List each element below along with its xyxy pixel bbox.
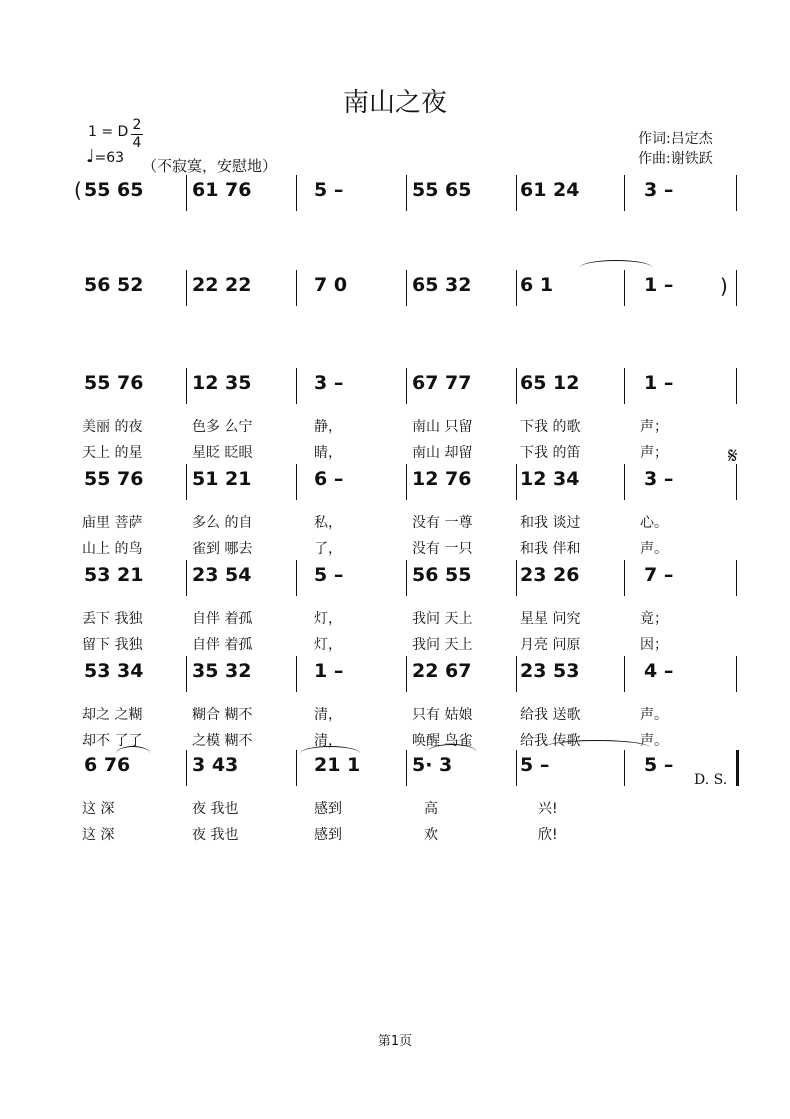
measure-notes: 3 43 — [192, 754, 239, 776]
lyric-verse-2: 下我 的笛 — [520, 445, 581, 461]
lyric-verse-1: 心。 — [640, 515, 668, 531]
lyric-verse-2: 睛， — [314, 445, 342, 461]
lyric-verse-1: 我问 天上 — [412, 611, 473, 627]
composer-credit: 作曲:谢铁跃 — [638, 151, 713, 167]
measure-notes: 23 54 — [192, 564, 252, 586]
measure-notes: 51 21 — [192, 468, 252, 490]
measure-notes: 61 24 — [520, 179, 580, 201]
barline — [296, 560, 297, 596]
measure-notes: 7 0 — [314, 274, 348, 296]
lyric-verse-2: 没有 一只 — [412, 541, 473, 557]
measure-notes: 22 22 — [192, 274, 252, 296]
lyric-verse-1: 南山 只留 — [412, 419, 473, 435]
lyric-verse-2: 欢 — [424, 827, 438, 843]
open-paren: ( — [74, 178, 82, 202]
lyric-verse-1: 夜 我也 — [192, 801, 239, 817]
lyric-verse-2: 天上 的星 — [82, 445, 143, 461]
lyric-verse-2: 声； — [640, 445, 668, 461]
lyric-verse-2: 声。 — [640, 541, 668, 557]
barline — [624, 175, 625, 211]
lyric-verse-1: 灯， — [314, 611, 342, 627]
barline — [624, 656, 625, 692]
lyric-verse-2: 自伴 着孤 — [192, 637, 253, 653]
barline — [296, 175, 297, 211]
barline — [296, 656, 297, 692]
lyric-verse-1: 私， — [314, 515, 342, 531]
barline — [624, 464, 625, 500]
lyricist-credit: 作词:吕定杰 — [638, 131, 713, 147]
lyric-verse-1: 兴! — [538, 801, 558, 817]
lyric-verse-2: 这 深 — [82, 827, 115, 843]
barline — [406, 175, 407, 211]
measure-notes: 3 – — [644, 179, 674, 201]
barline — [516, 368, 517, 404]
barline — [736, 656, 737, 692]
barline — [624, 560, 625, 596]
time-signature — [128, 117, 146, 152]
slur — [300, 746, 360, 761]
barline — [406, 368, 407, 404]
lyric-verse-2: 留下 我独 — [82, 637, 143, 653]
barline — [736, 368, 737, 404]
lyric-verse-2: 雀到 哪去 — [192, 541, 253, 557]
quarter-note-icon: ♩ — [86, 146, 95, 167]
barline — [736, 750, 739, 786]
measure-notes: 55 65 — [412, 179, 472, 201]
measure-notes: 12 76 — [412, 468, 472, 490]
measure-notes: 35 32 — [192, 660, 252, 682]
barline — [406, 270, 407, 306]
barline — [736, 270, 737, 306]
slur — [428, 744, 476, 759]
barline — [624, 368, 625, 404]
lyric-verse-1: 星星 问究 — [520, 611, 581, 627]
barline — [186, 464, 187, 500]
barline — [736, 175, 737, 211]
lyric-verse-1: 声； — [640, 419, 668, 435]
tempo-value: =63 — [94, 150, 125, 166]
slur — [580, 260, 652, 275]
measure-notes: 1 – — [644, 274, 674, 296]
measure-notes: 3 – — [314, 372, 344, 394]
barline — [624, 270, 625, 306]
barline — [516, 656, 517, 692]
lyric-verse-1: 美丽 的夜 — [82, 419, 143, 435]
lyric-verse-1: 下我 的歌 — [520, 419, 581, 435]
barline — [296, 750, 297, 786]
slur — [544, 740, 650, 755]
lyric-verse-1: 色多 么宁 — [192, 419, 253, 435]
barline — [296, 368, 297, 404]
measure-notes: 55 76 — [84, 372, 144, 394]
meter-bottom: 4 — [132, 135, 142, 151]
measure-notes: 23 53 — [520, 660, 580, 682]
measure-notes: 53 21 — [84, 564, 144, 586]
lyric-verse-2: 清， — [314, 733, 342, 749]
lyric-verse-2: 因； — [640, 637, 668, 653]
measure-notes: 7 – — [644, 564, 674, 586]
measure-notes: 53 34 — [84, 660, 144, 682]
lyric-verse-2: 唤醒 鸟雀 — [412, 733, 473, 749]
measure-notes: 5 – — [314, 179, 344, 201]
measure-notes: 56 52 — [84, 274, 144, 296]
measure-notes: 5 – — [644, 754, 674, 776]
measure-notes: 6 1 — [520, 274, 554, 296]
barline — [186, 175, 187, 211]
measure-notes: 61 76 — [192, 179, 252, 201]
tempo-marking — [86, 146, 124, 167]
measure-notes: 3 – — [644, 468, 674, 490]
measure-notes: 55 76 — [84, 468, 144, 490]
measure-notes: 22 67 — [412, 660, 472, 682]
barline — [406, 656, 407, 692]
lyric-verse-1: 自伴 着孤 — [192, 611, 253, 627]
lyric-verse-1: 竟； — [640, 611, 668, 627]
lyric-verse-2: 星眨 眨眼 — [192, 445, 253, 461]
lyric-verse-2: 夜 我也 — [192, 827, 239, 843]
slur — [116, 746, 150, 761]
lyric-verse-2: 灯， — [314, 637, 342, 653]
measure-notes: 12 35 — [192, 372, 252, 394]
lyric-verse-1: 和我 谈过 — [520, 515, 581, 531]
measure-notes: 5· 3 — [412, 754, 453, 776]
barline — [296, 270, 297, 306]
measure-notes: 5 – — [520, 754, 550, 776]
measure-notes: 65 12 — [520, 372, 580, 394]
lyric-verse-1: 却之 之糊 — [82, 707, 143, 723]
barline — [516, 270, 517, 306]
expression-marking: （不寂寞，安慰地） — [142, 157, 278, 175]
lyric-verse-1: 只有 姑娘 — [412, 707, 473, 723]
measure-notes: 21 1 — [314, 754, 361, 776]
measure-notes: 56 55 — [412, 564, 472, 586]
measure-notes: 6 76 — [84, 754, 131, 776]
measure-notes: 67 77 — [412, 372, 472, 394]
measure-notes: 6 – — [314, 468, 344, 490]
measure-notes: 12 34 — [520, 468, 580, 490]
lyric-verse-1: 感到 — [314, 801, 342, 817]
measure-notes: 1 – — [644, 372, 674, 394]
meter-top: 2 — [132, 117, 142, 133]
lyric-verse-1: 没有 一尊 — [412, 515, 473, 531]
measure-notes: 23 26 — [520, 564, 580, 586]
lyric-verse-1: 多么 的自 — [192, 515, 253, 531]
segno-icon: 𝄋 — [728, 444, 738, 469]
barline — [516, 560, 517, 596]
lyric-verse-1: 清， — [314, 707, 342, 723]
key-signature: 1 = D — [88, 124, 129, 140]
lyric-verse-2: 和我 伴和 — [520, 541, 581, 557]
barline — [736, 464, 737, 500]
lyric-verse-2: 感到 — [314, 827, 342, 843]
lyric-verse-2: 了， — [314, 541, 342, 557]
barline — [296, 464, 297, 500]
barline — [186, 270, 187, 306]
lyric-verse-2: 我问 天上 — [412, 637, 473, 653]
barline — [516, 175, 517, 211]
lyric-verse-2: 月亮 问原 — [520, 637, 581, 653]
lyric-verse-1: 给我 送歌 — [520, 707, 581, 723]
measure-notes: 1 – — [314, 660, 344, 682]
lyric-verse-2: 之模 糊不 — [192, 733, 253, 749]
barline — [624, 750, 625, 786]
close-paren: ) — [720, 274, 728, 298]
measure-notes: 4 – — [644, 660, 674, 682]
lyric-verse-1: 糊合 糊不 — [192, 707, 253, 723]
da-segno-marking: D. S. — [694, 772, 728, 788]
barline — [186, 750, 187, 786]
lyric-verse-1: 高 — [424, 801, 438, 817]
measure-notes: 55 65 — [84, 179, 144, 201]
barline — [736, 560, 737, 596]
lyric-verse-1: 庙里 菩萨 — [82, 515, 143, 531]
page-number: 第1页 — [377, 1034, 413, 1049]
barline — [186, 560, 187, 596]
lyric-verse-1: 这 深 — [82, 801, 115, 817]
barline — [406, 560, 407, 596]
lyric-verse-1: 声。 — [640, 707, 668, 723]
lyric-verse-2: 欣! — [538, 827, 558, 843]
lyric-verse-1: 静， — [314, 419, 342, 435]
barline — [186, 368, 187, 404]
lyric-verse-2: 却不 了了 — [82, 733, 143, 749]
lyric-verse-1: 丢下 我独 — [82, 611, 143, 627]
lyric-verse-2: 声。 — [640, 733, 668, 749]
barline — [406, 464, 407, 500]
lyric-verse-2: 南山 却留 — [412, 445, 473, 461]
barline — [406, 750, 407, 786]
measure-notes: 5 – — [314, 564, 344, 586]
lyric-verse-2: 给我 传歌 — [520, 733, 581, 749]
song-title: 南山之夜 — [342, 88, 447, 118]
barline — [186, 656, 187, 692]
lyric-verse-2: 山上 的鸟 — [82, 541, 143, 557]
barline — [516, 750, 517, 786]
barline — [516, 464, 517, 500]
measure-notes: 65 32 — [412, 274, 472, 296]
